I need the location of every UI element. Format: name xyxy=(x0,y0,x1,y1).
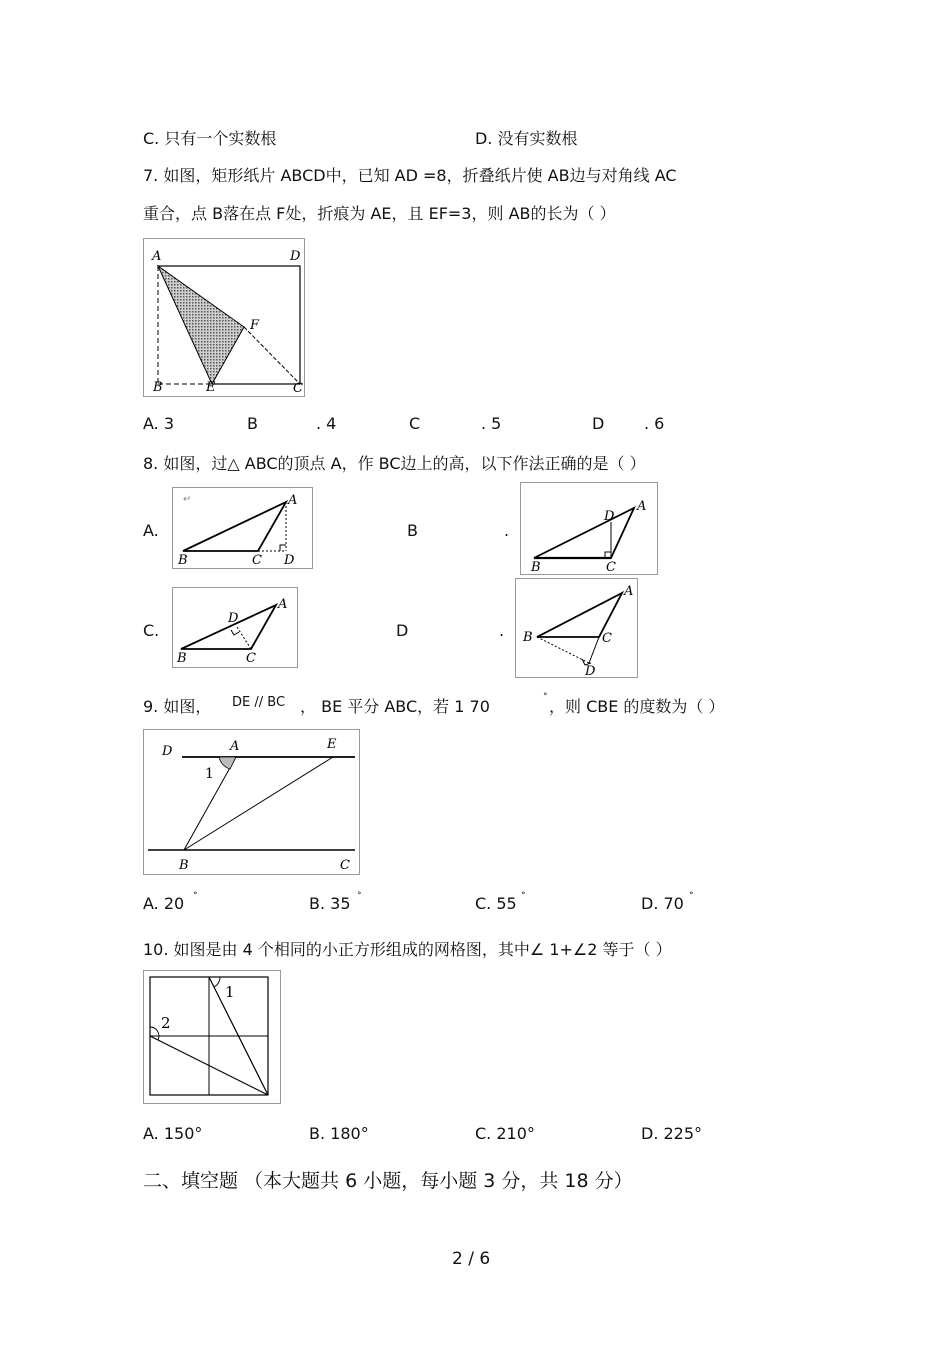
q8-figure-d xyxy=(515,578,638,678)
q10-stem: 10. 如图是由 4 个相同的小正方形组成的网格图，其中∠ 1+∠2 等于（ ） xyxy=(143,940,672,959)
q9-stem-de-bc: DE // BC xyxy=(232,695,286,710)
q8c-label-d: D xyxy=(228,611,239,626)
q8b-label-a: A xyxy=(637,499,647,514)
q7-figure xyxy=(143,238,305,397)
q8a-label-b: B xyxy=(178,553,188,568)
q7-stem-line1: 7. 如图，矩形纸片 ABCD中，已知 AD =8，折叠纸片使 AB边与对角线 AC xyxy=(143,166,677,185)
q9-option-b-degree: ° xyxy=(357,891,362,901)
q7-label-e: E xyxy=(206,380,216,395)
q9-stem-prefix: 9. 如图， xyxy=(143,697,212,716)
q10-option-b: B. 180° xyxy=(309,1124,369,1143)
q9-label-b: B xyxy=(179,858,189,873)
q8b-label-c: C xyxy=(606,560,616,574)
q7-label-a: A xyxy=(152,249,162,264)
q8-option-c: C. xyxy=(143,621,160,640)
q8d-label-b: B xyxy=(523,630,533,645)
q9-label-e: E xyxy=(327,737,337,752)
q8-figure-b xyxy=(520,482,658,575)
q8d-label-d: D xyxy=(585,664,596,677)
q9-stem-suffix: ，则 CBE 的度数为（ ） xyxy=(549,697,725,716)
q10-option-c: C. 210° xyxy=(475,1124,535,1143)
q9-label-a: A xyxy=(230,739,240,754)
q7-option-d: D xyxy=(592,414,605,433)
q9-option-d: D. 70 xyxy=(641,894,684,913)
q9-stem-degree: ° xyxy=(543,692,548,702)
return-mark-icon: ↵ xyxy=(183,494,192,505)
q10-option-a: A. 150° xyxy=(143,1124,203,1143)
q8-stem: 8. 如图，过△ ABC的顶点 A，作 BC边上的高，以下作法正确的是（ ） xyxy=(143,454,646,473)
q8-option-b-dot: . xyxy=(504,521,510,540)
q8-option-b: B xyxy=(407,521,418,540)
q10-figure xyxy=(143,970,281,1104)
q7-option-b-value: . 4 xyxy=(316,414,337,433)
page-number: 2 / 6 xyxy=(452,1249,491,1269)
q6-option-d: D. 没有实数根 xyxy=(475,129,578,148)
q9-option-c: C. 55 xyxy=(475,894,517,913)
q8c-label-b: B xyxy=(177,651,187,666)
q9-option-d-degree: ° xyxy=(689,891,694,901)
q10-option-d: D. 225° xyxy=(641,1124,703,1143)
q8d-label-c: C xyxy=(602,631,612,646)
q9-option-a-degree: ° xyxy=(193,891,198,901)
q8-option-d-dot: . xyxy=(499,621,505,640)
q8d-label-a: A xyxy=(624,584,634,599)
q8-option-d: D xyxy=(396,621,409,640)
q9-option-c-degree: ° xyxy=(521,891,526,901)
q8a-label-a: A xyxy=(288,493,298,508)
q8b-label-b: B xyxy=(531,560,541,574)
q10-label-angle-1: 1 xyxy=(225,983,235,1001)
q8a-label-c: C xyxy=(252,553,262,568)
q8b-label-d: D xyxy=(604,509,615,524)
q8-option-a: A. xyxy=(143,521,159,540)
q7-option-c-value: . 5 xyxy=(481,414,502,433)
q7-label-f: F xyxy=(250,318,260,333)
q8-figure-c xyxy=(172,587,298,668)
q7-stem-line2: 重合，点 B落在点 F处，折痕为 AE，且 EF=3，则 AB的长为（ ） xyxy=(143,204,616,223)
q9-figure xyxy=(143,729,360,875)
q7-label-d: D xyxy=(290,249,301,264)
q9-label-c: C xyxy=(340,858,350,873)
q9-label-angle-1: 1 xyxy=(205,766,214,782)
q7-label-b: B xyxy=(153,380,163,395)
q7-option-b: B xyxy=(247,414,258,433)
q7-option-a: A. 3 xyxy=(143,414,175,433)
q8c-label-c: C xyxy=(246,651,256,666)
q8-figure-a xyxy=(172,487,313,569)
q7-option-c: C xyxy=(409,414,421,433)
q9-stem-middle: ， BE 平分 ABC，若 1 70 xyxy=(300,697,490,716)
q7-label-c: C xyxy=(293,381,303,396)
section-title-fill-in: 二、填空题 （本大题共 6 小题，每小题 3 分，共 18 分） xyxy=(143,1170,633,1192)
q8c-label-a: A xyxy=(278,597,288,612)
q9-option-a: A. 20 xyxy=(143,894,185,913)
q8a-label-d: D xyxy=(284,553,295,568)
q9-label-d: D xyxy=(162,744,173,759)
q6-option-c: C. 只有一个实数根 xyxy=(143,129,277,148)
q9-option-b: B. 35 xyxy=(309,894,351,913)
q10-label-angle-2: 2 xyxy=(161,1014,171,1032)
q7-option-d-value: . 6 xyxy=(644,414,665,433)
